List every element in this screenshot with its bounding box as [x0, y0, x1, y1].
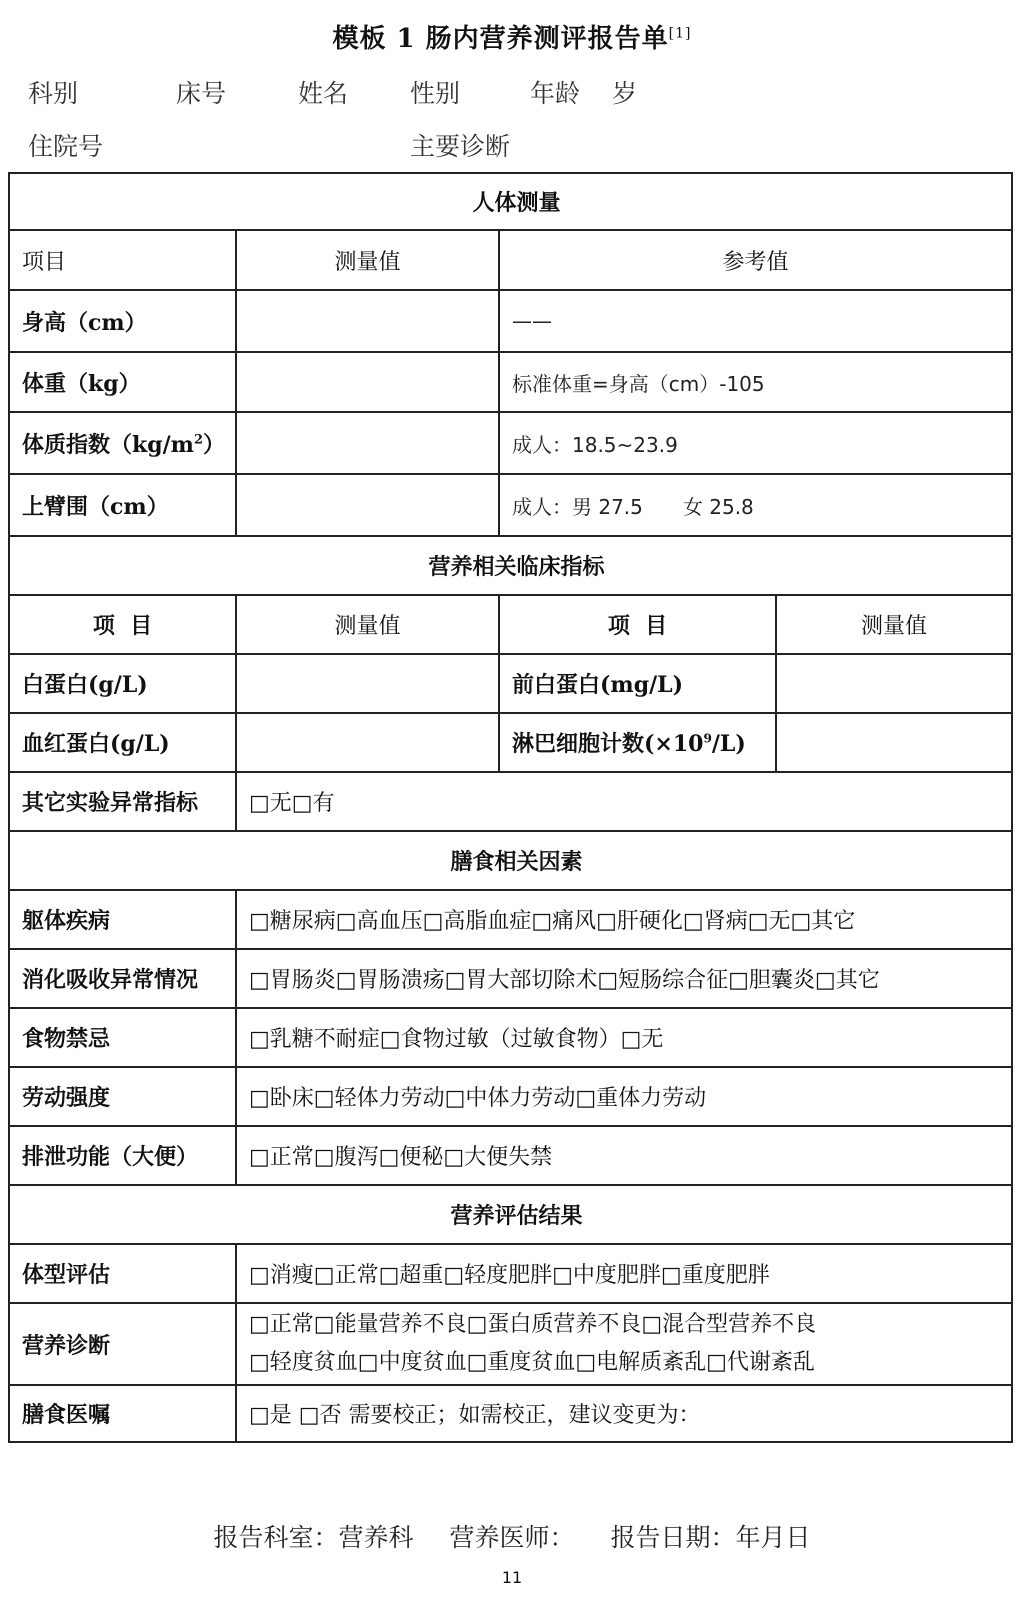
measured-value-cell[interactable]	[236, 654, 499, 713]
checkbox-options[interactable]: □正常□能量营养不良□蛋白质营养不良□混合型营养不良 □轻度贫血□中度贫血□重度贫血□电解质紊乱□代谢紊乱	[236, 1303, 1012, 1385]
table-row	[9, 352, 1012, 412]
table-row	[9, 654, 1012, 713]
row-label: 身高（cm）	[9, 290, 236, 352]
reference-value: 成人：18.5~23.9	[499, 412, 1012, 474]
row-label: 排泄功能（大便）	[9, 1126, 236, 1185]
table-row	[9, 1126, 1012, 1185]
reference-value: 标准体重=身高（cm）-105	[499, 352, 1012, 412]
measured-value-cell[interactable]	[236, 290, 499, 352]
checkbox-options[interactable]: □胃肠炎□胃肠溃疡□胃大部切除术□短肠综合征□胆囊炎□其它	[236, 949, 1012, 1008]
row-label: 食物禁忌	[9, 1008, 236, 1067]
col-item-header: 项 目	[499, 595, 776, 654]
row-label: 躯体疾病	[9, 890, 236, 949]
gender-label: 性别	[410, 79, 461, 108]
name-label: 姓名	[298, 79, 349, 108]
dept-label: 科别	[28, 79, 79, 108]
row-label: 体型评估	[9, 1244, 236, 1303]
report-footer	[0, 1518, 1024, 1554]
reference-mark: [1]	[668, 25, 692, 42]
reference-value: ——	[499, 290, 1012, 352]
bed-label: 床号	[176, 79, 227, 108]
table-row	[9, 949, 1012, 1008]
measured-value-cell[interactable]	[236, 352, 499, 412]
row-label: 上臂围（cm）	[9, 474, 236, 536]
row-label: 营养诊断	[9, 1303, 236, 1385]
measured-value-cell[interactable]	[776, 713, 1012, 772]
section-clinical	[9, 536, 1012, 595]
measured-value-cell[interactable]	[776, 654, 1012, 713]
row-label: 前白蛋白(mg/L)	[499, 654, 776, 713]
diagnosis-label: 主要诊断	[410, 132, 511, 161]
col-measured-header: 测量值	[236, 595, 499, 654]
table-row	[9, 713, 1012, 772]
table-row	[9, 1385, 1012, 1442]
table-row	[9, 1303, 1012, 1385]
table-header-row	[9, 230, 1012, 290]
table-row	[9, 772, 1012, 831]
row-label: 血红蛋白(g/L)	[9, 713, 236, 772]
checkbox-options[interactable]: □正常□腹泻□便秘□大便失禁	[236, 1126, 1012, 1185]
col-item-header: 项目	[9, 230, 236, 290]
row-label: 其它实验异常指标	[9, 772, 236, 831]
report-doctor: 营养医师：	[449, 1523, 575, 1552]
table-row	[9, 890, 1012, 949]
assessment-form	[8, 172, 1013, 1443]
measured-value-cell[interactable]	[236, 412, 499, 474]
checkbox-options[interactable]: □无□有	[236, 772, 1012, 831]
row-label: 体重（kg）	[9, 352, 236, 412]
row-label: 白蛋白(g/L)	[9, 654, 236, 713]
section-title: 营养相关临床指标	[9, 536, 1012, 595]
checkbox-options[interactable]: □糖尿病□高血压□高脂血症□痛风□肝硬化□肾病□无□其它	[236, 890, 1012, 949]
page-number: 11	[501, 1568, 523, 1587]
section-title: 营养评估结果	[9, 1185, 1012, 1244]
section-anthropometry	[9, 173, 1012, 230]
table-row	[9, 1244, 1012, 1303]
report-date: 报告日期：年月日	[610, 1523, 811, 1552]
table-row	[9, 1067, 1012, 1126]
col-measured-header: 测量值	[776, 595, 1012, 654]
row-label: 消化吸收异常情况	[9, 949, 236, 1008]
reference-value: 成人：男 27.5 女 25.8	[499, 474, 1012, 536]
row-label: 淋巴细胞计数$(\times 10^9/L)$	[499, 713, 776, 772]
table-row	[9, 290, 1012, 352]
col-reference-header: 参考值	[499, 230, 1012, 290]
section-title: 人体测量	[9, 173, 1012, 230]
checkbox-options[interactable]: □是 □否 需要校正；如需校正，建议变更为：	[236, 1385, 1012, 1442]
col-measured-header: 测量值	[236, 230, 499, 290]
page-title: 模板 1 肠内营养测评报告单[1]	[332, 24, 692, 54]
admission-no-label: 住院号	[28, 132, 104, 161]
measured-value-cell[interactable]	[236, 474, 499, 536]
section-title: 膳食相关因素	[9, 831, 1012, 890]
table-header-row	[9, 595, 1012, 654]
age-label: 年龄	[530, 79, 581, 108]
row-label: 体质指数$(kg/m^2)$	[9, 412, 236, 474]
row-label: 膳食医嘱	[9, 1385, 236, 1442]
checkbox-options[interactable]: □乳糖不耐症□食物过敏（过敏食物）□无	[236, 1008, 1012, 1067]
measured-value-cell[interactable]	[236, 713, 499, 772]
section-diet	[9, 831, 1012, 890]
checkbox-options[interactable]: □消瘦□正常□超重□轻度肥胖□中度肥胖□重度肥胖	[236, 1244, 1012, 1303]
table-row	[9, 1008, 1012, 1067]
table-row	[9, 474, 1012, 536]
age-unit-label: 岁	[612, 79, 638, 108]
checkbox-options[interactable]: □卧床□轻体力劳动□中体力劳动□重体力劳动	[236, 1067, 1012, 1126]
row-label: 劳动强度	[9, 1067, 236, 1126]
table-row	[9, 412, 1012, 474]
section-result	[9, 1185, 1012, 1244]
report-dept: 报告科室：营养科	[213, 1523, 414, 1552]
col-item-header: 项 目	[9, 595, 236, 654]
